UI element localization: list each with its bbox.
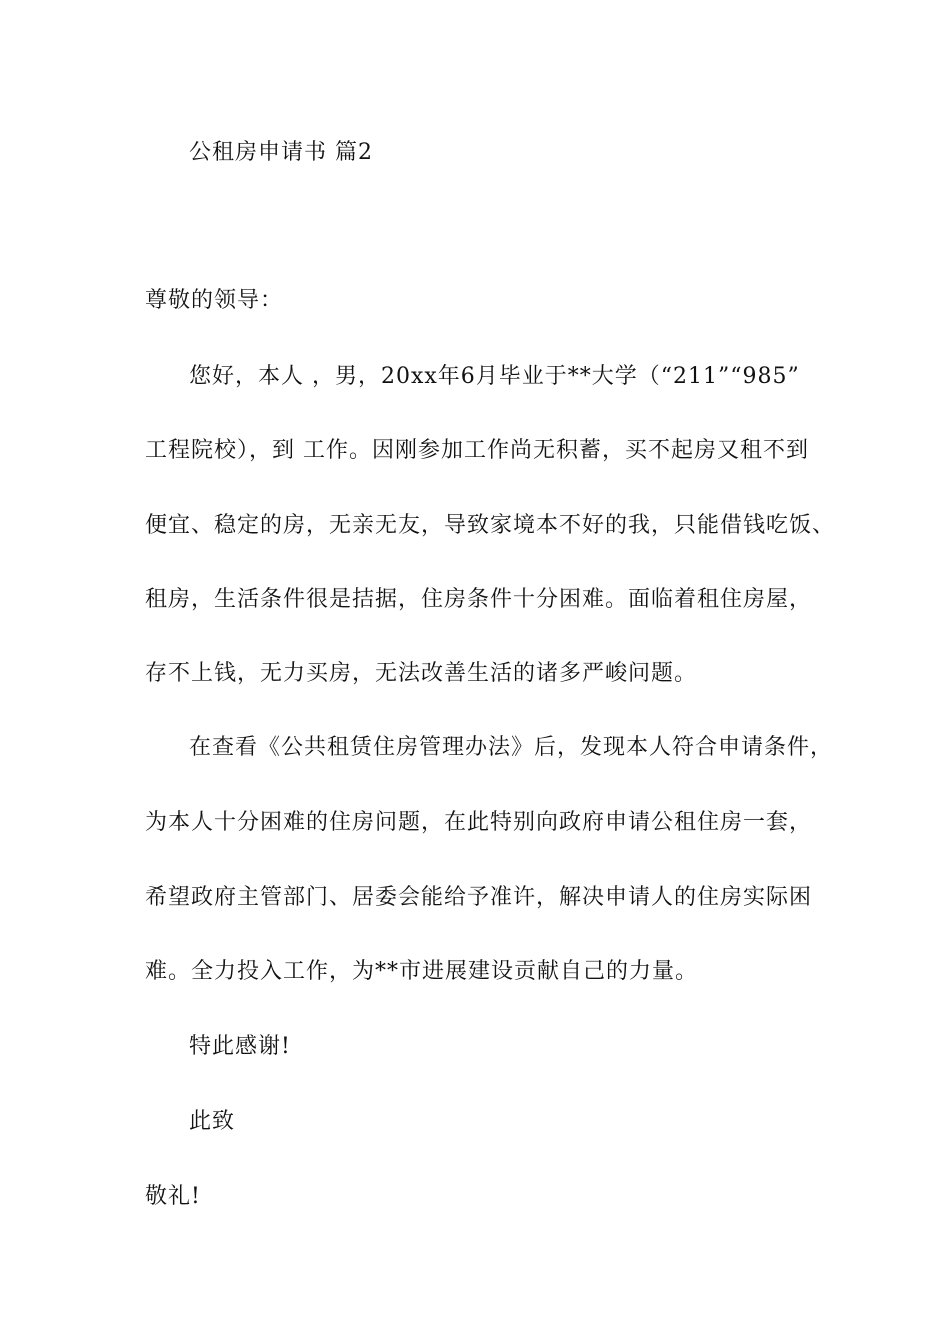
paragraph-1-line-2: 工程院校），到 工作。因刚参加工作尚无积蓄，买不起房又租不到	[145, 438, 809, 463]
paragraph-1-line-5: 存不上钱，无力买房，无法改善生活的诸多严峻问题。	[145, 661, 698, 686]
paragraph-2-line-4: 难。全力投入工作，为**市进展建设贡献自己的力量。	[145, 959, 699, 984]
paragraph-1-line-1: 您好，本人 ，男，20xx年6月毕业于**大学（“211”“985”	[189, 364, 800, 389]
paragraph-1-line-4: 租房，生活条件很是拮据，住房条件十分困难。面临着租住房屋，	[145, 587, 813, 612]
thanks-line: 特此感谢!	[189, 1034, 291, 1059]
closing-line-1: 此致	[189, 1109, 236, 1134]
document-title: 公租房申请书 篇2	[189, 140, 373, 165]
paragraph-2-line-1: 在查看《公共租赁住房管理办法》后，发现本人符合申请条件，	[189, 735, 834, 760]
paragraph-2-line-2: 为本人十分困难的住房问题，在此特别向政府申请公租住房一套，	[145, 810, 813, 835]
paragraph-1-line-3: 便宜、稳定的房，无亲无友，导致家境本不好的我，只能借钱吃饭、	[145, 513, 836, 538]
paragraph-2-line-3: 希望政府主管部门、居委会能给予准许，解决申请人的住房实际困	[145, 885, 813, 910]
salutation: 尊敬的领导：	[145, 288, 284, 313]
closing-line-2: 敬礼!	[145, 1184, 201, 1209]
